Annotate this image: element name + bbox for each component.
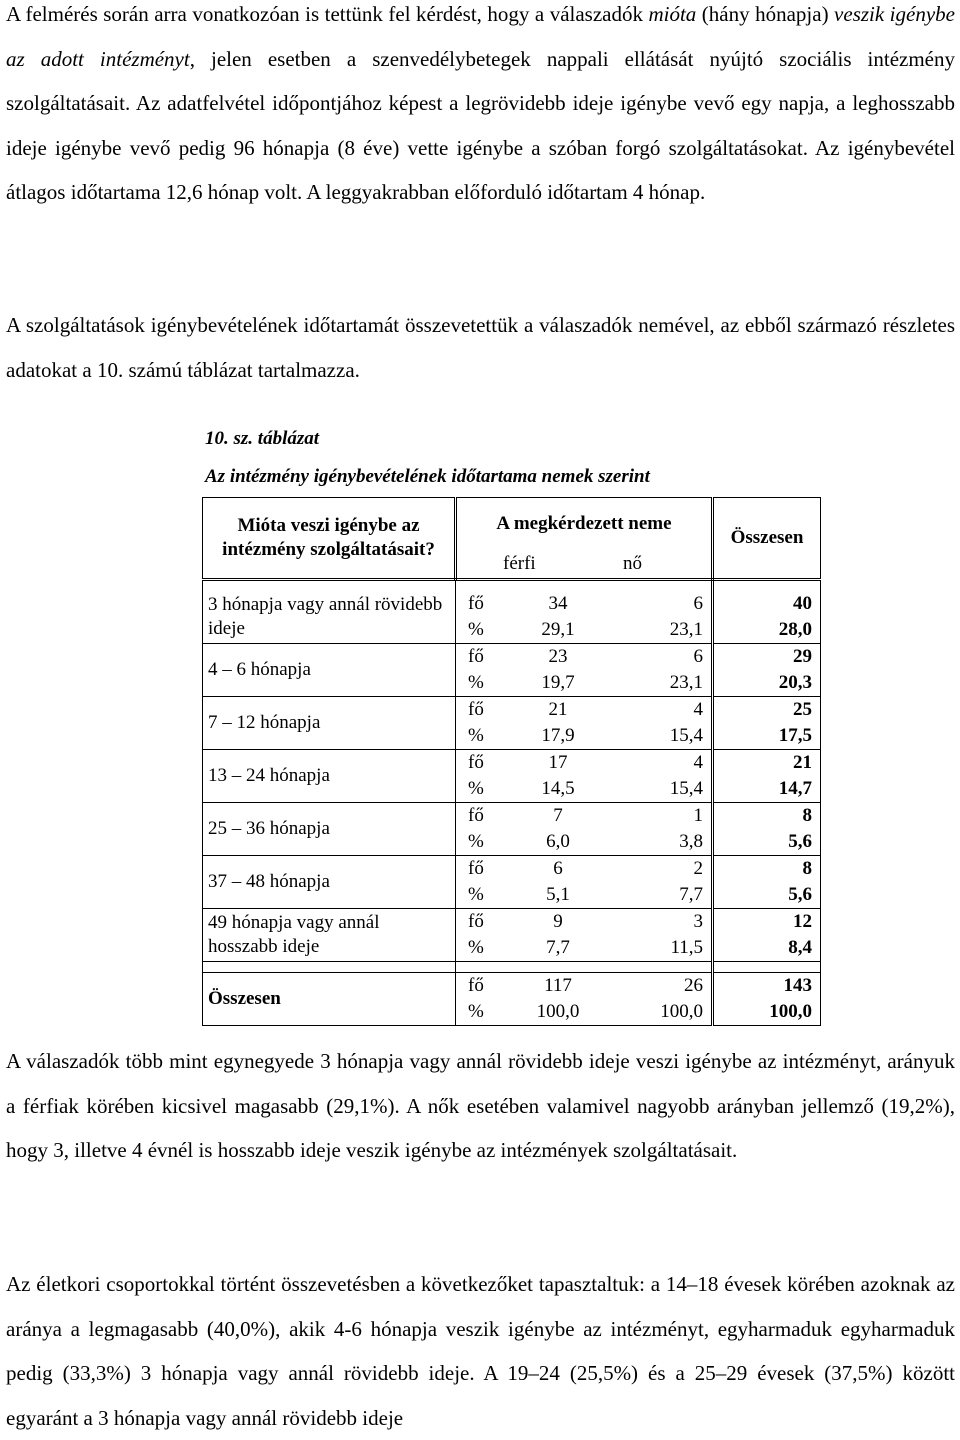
female-percent: 15,4 [613,723,713,750]
male-count: 117 [544,975,572,996]
table-row-label: 25 – 36 hónapja [203,803,456,856]
unit-count: fő [468,858,484,879]
header-unit-empty [456,549,504,579]
total-count: 143 [713,973,821,1000]
male-count: 17 [548,752,568,773]
male-count: 21 [548,699,568,720]
male-count: 7 [553,805,563,826]
intro-emph-igenybe: veszik igénybe az adott intézményt [6,2,955,71]
female-count: 6 [693,646,703,667]
summary-paragraph: A válaszadók több mint egynegyede 3 hónapja vagy annál rövidebb ideje veszi igénybe az intézményt, arányuk a férfiak körében kicsivel magasabb (29,1%). A nők esetében valamivel nagyobb arányban jellemző (19,2%), hogy 3, illetve 4 évnél is hosszabb ideje veszik igénybe az intézmények szolgáltatásait. [6,1049,955,1162]
table-row-label: 7 – 12 hónapja [203,697,456,750]
male-count: 34 [548,593,568,614]
male-percent: 19,7 [503,670,613,697]
total-percent: 28,0 [713,617,821,644]
unit-percent: % [456,882,504,909]
header-duration-question: Mióta veszi igénybe az intézmény szolgáltatásait? [203,498,456,580]
table-reference-paragraph: A szolgáltatások igénybevételének időtartamát összevetettük a válaszadók nemével, az ebből származó részletes adatokat a 10. számú táblázat tartalmazza. [6,313,955,382]
table-title: Az intézmény igénybevételének időtartama nemek szerint [205,466,650,487]
unit-percent: % [456,776,504,803]
table-number: 10. sz. táblázat [205,428,320,449]
female-percent: 7,7 [613,882,713,909]
total-count: 21 [713,750,821,777]
female-percent: 3,8 [613,829,713,856]
female-count: 6 [693,593,703,614]
table-body [203,591,821,1026]
age-group-paragraph: Az életkori csoportokkal történt összevetésben a következőket tapasztaltuk: a 14–18 évesek körében azoknak az aránya a legmagasabb (40,0%), akik 4-6 hónapja veszik igénybe az intézményt, egyharmaduk egyharmaduk pedig (33,3%) 3 hónapja vagy annál rövidebb ideje. A 19–24 (25,5%) és a 25–29 évesek (37,5%) között egyaránt a 3 hónapja vagy annál rövidebb ideje [6,1272,955,1430]
female-percent: 15,4 [613,776,713,803]
female-percent: 11,5 [613,935,713,962]
female-count: 4 [693,699,703,720]
intro-emph-mioda: mióta [648,2,697,26]
header-male: férfi [503,549,613,579]
table-row-label: 4 – 6 hónapja [203,644,456,697]
table-row-label: 13 – 24 hónapja [203,750,456,803]
male-percent: 17,9 [503,723,613,750]
female-count: 26 [684,975,703,996]
male-percent: 6,0 [503,829,613,856]
total-count: 25 [713,697,821,724]
unit-count: fő [468,752,484,773]
unit-count: fő [468,975,484,996]
total-percent: 5,6 [713,882,821,909]
header-female: nő [613,549,713,579]
unit-percent: % [456,617,504,644]
total-count: 12 [713,909,821,936]
male-percent: 14,5 [503,776,613,803]
unit-count: fő [468,593,484,614]
female-percent: 23,1 [613,670,713,697]
total-count: 8 [713,803,821,830]
unit-count: fő [468,911,484,932]
header-gender: A megkérdezett neme [456,498,713,550]
unit-percent: % [456,935,504,962]
unit-percent: % [456,999,504,1026]
table-row-label: 49 hónapja vagy annál hosszabb ideje [203,909,456,962]
unit-count: fő [468,699,484,720]
unit-count: fő [468,805,484,826]
intro-text-e: , jelen esetben a szenvedélybetegek nappali ellátását nyújtó szociális intézmény szolgáltatásait. Az adatfelvétel időpontjához képest a legrövidebb ideje igénybe vevő egy napja, a leghosszabb ideje igénybe vevő pedig 96 hónapja (8 éve) vette igénybe a szóban forgó szolgáltatásokat. Az igénybevétel átlagos időtartama 12,6 hónap volt. A leggyakrabban előforduló időtartam 4 hónap. [6,46,955,204]
male-percent: 5,1 [503,882,613,909]
table-row-label: 37 – 48 hónapja [203,856,456,909]
female-percent: 23,1 [613,617,713,644]
unit-count: fő [468,646,484,667]
female-count: 4 [693,752,703,773]
male-percent: 7,7 [503,935,613,962]
total-percent: 100,0 [713,999,821,1026]
female-count: 2 [693,858,703,879]
female-percent: 100,0 [613,999,713,1026]
total-percent: 5,6 [713,829,821,856]
unit-percent: % [456,670,504,697]
total-count: 8 [713,856,821,883]
table-row-label: 3 hónapja vagy annál rövidebb ideje [203,591,456,644]
female-count: 1 [693,805,703,826]
duration-by-gender-table [202,497,821,1026]
intro-text-a: A felmérés során arra vonatkozóan is tettünk fel kérdést, hogy a válaszadók [6,2,649,26]
total-percent: 8,4 [713,935,821,962]
total-percent: 14,7 [713,776,821,803]
total-count: 29 [713,644,821,671]
unit-percent: % [456,723,504,750]
intro-paragraph [6,0,955,215]
total-percent: 17,5 [713,723,821,750]
female-count: 3 [693,911,703,932]
male-percent: 100,0 [503,999,613,1026]
total-count: 40 [713,591,821,617]
header-total: Összesen [713,498,821,580]
male-count: 23 [548,646,568,667]
male-count: 6 [553,858,563,879]
total-percent: 20,3 [713,670,821,697]
table-row-label: Összesen [203,973,456,1026]
unit-percent: % [456,829,504,856]
male-percent: 29,1 [503,617,613,644]
male-count: 9 [553,911,563,932]
intro-text-c: (hány hónapja) [696,2,835,26]
